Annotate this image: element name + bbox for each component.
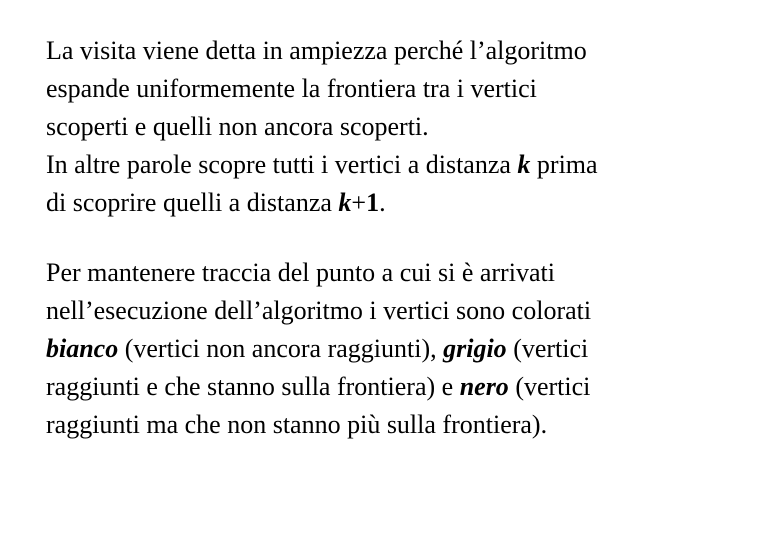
text-fragment: In altre parole scopre tutti i vertici a distanza — [46, 150, 518, 179]
slide-content — [46, 32, 746, 444]
text-line: Per mantenere traccia del punto a cui si è arrivati — [46, 258, 555, 287]
paragraph-spacer — [46, 222, 746, 254]
emphasis-k: k — [338, 188, 352, 217]
text-line: nell’esecuzione dell’algoritmo i vertici sono colorati — [46, 296, 592, 325]
plus-sign: + — [351, 188, 367, 217]
text-fragment: di scoprire quelli a distanza — [46, 188, 339, 217]
text-fragment: (vertici non ancora raggiunti), — [118, 334, 444, 363]
text-line — [46, 146, 746, 184]
emphasis-nero: nero — [459, 372, 509, 401]
text-fragment: (vertici — [506, 334, 589, 363]
text-line: La visita viene detta in ampiezza perché l’algoritmo — [46, 36, 587, 65]
text-fragment: (vertici — [508, 372, 591, 401]
text-line — [46, 368, 746, 406]
text-fragment: prima — [530, 150, 598, 179]
emphasis-one: 1 — [366, 188, 380, 217]
paragraph-breadth-first-definition — [46, 32, 746, 146]
emphasis-bianco: bianco — [46, 334, 119, 363]
paragraph-vertex-colors — [46, 254, 746, 444]
text-line: raggiunti ma che non stanno più sulla frontiera). — [46, 410, 548, 439]
emphasis-k: k — [517, 150, 531, 179]
text-line: espande uniformemente la frontiera tra i vertici — [46, 74, 537, 103]
emphasis-grigio: grigio — [443, 334, 507, 363]
text-line — [46, 184, 746, 222]
text-line — [46, 330, 746, 368]
paragraph-distance-k — [46, 146, 746, 222]
text-fragment: raggiunti e che stanno sulla frontiera) e — [46, 372, 460, 401]
text-fragment: . — [379, 188, 386, 217]
text-line: scoperti e quelli non ancora scoperti. — [46, 112, 429, 141]
